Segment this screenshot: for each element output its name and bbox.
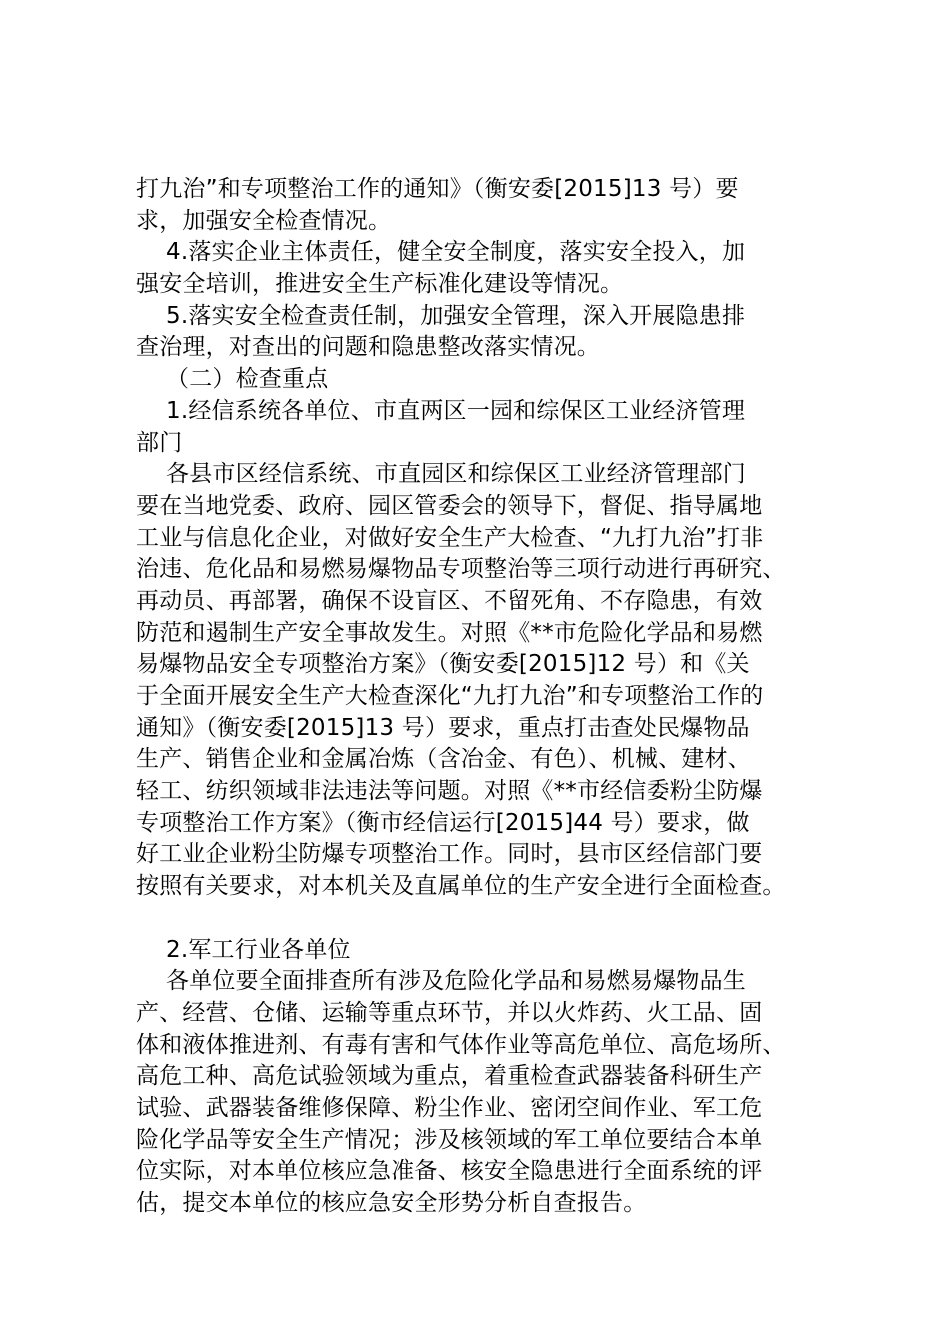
- text-line: 工业与信息化企业，对做好安全生产大检查、“九打九治”打非: [136, 524, 764, 551]
- text-line: 估，提交本单位的核应急安全形势分析自查报告。: [136, 1190, 647, 1216]
- text-line: 通知》（衡安委[2015]13 号）要求，重点打击查处民爆物品: [136, 714, 750, 741]
- text-line: 部门: [136, 429, 183, 456]
- document-body: [136, 174, 836, 1220]
- text-line: 试验、武器装备维修保障、粉尘作业、密闭空间作业、军工危: [136, 1094, 763, 1121]
- sub-1-body-paragraph: [136, 459, 836, 903]
- text-line: 高危工种、高危试验领域为重点，着重检查武器装备科研生产: [136, 1063, 763, 1090]
- text-line: 体和液体推进剂、有毒有害和气体作业等高危单位、高危场所、: [136, 1031, 786, 1058]
- text-line: 1.经信系统各单位、市直两区一园和综保区工业经济管理: [166, 397, 746, 424]
- text-line: 按照有关要求，对本机关及直属单位的生产安全进行全面检查。: [136, 873, 786, 900]
- sub-2-body-paragraph: [136, 966, 836, 1220]
- text-line: 专项整治工作方案》（衡市经信运行[2015]44 号）要求，做: [136, 809, 750, 836]
- text-line: 求，加强安全检查情况。: [136, 207, 392, 234]
- text-line: 好工业企业粉尘防爆专项整治工作。同时，县市区经信部门要: [136, 841, 763, 868]
- text-line: 于全面开展安全生产大检查深化“九打九治”和专项整治工作的: [136, 683, 764, 709]
- sub-2-heading: 2.军工行业各单位: [166, 936, 351, 963]
- text-line: 5.落实安全检查责任制，加强安全管理，深入开展隐患排: [166, 302, 746, 329]
- intro-paragraph: [136, 174, 836, 237]
- text-line: 查治理，对查出的问题和隐患整改落实情况。: [136, 334, 600, 361]
- text-line: 易爆物品安全专项整治方案》（衡安委[2015]12 号）和《关: [136, 651, 750, 678]
- text-line: 位实际，对本单位核应急准备、核安全隐患进行全面系统的评: [136, 1158, 763, 1185]
- text-line: 各县市区经信系统、市直园区和综保区工业经济管理部门: [166, 461, 746, 488]
- text-line: 治违、危化品和易燃易爆物品专项整治等三项行动进行再研究、: [136, 556, 786, 583]
- item-5-paragraph: [136, 301, 836, 364]
- section-heading: （二）检查重点: [166, 366, 329, 393]
- text-line: 打九治”和专项整治工作的通知》（衡安委[2015]13 号）要: [136, 176, 739, 202]
- text-line: 再动员、再部署，确保不设盲区、不留死角、不存隐患，有效: [136, 587, 763, 614]
- text-line: 强安全培训，推进安全生产标准化建设等情况。: [136, 271, 624, 298]
- text-line: 4.落实企业主体责任，健全安全制度，落实安全投入，加: [166, 239, 746, 266]
- text-line: 防范和遏制生产安全事故发生。对照《**市危险化学品和易燃: [136, 619, 763, 646]
- text-line: 轻工、纺织领域非法违法等问题。对照《**市经信委粉尘防爆: [136, 778, 763, 805]
- text-line: 险化学品等安全生产情况；涉及核领域的军工单位要结合本单: [136, 1126, 763, 1153]
- text-line: 要在当地党委、政府、园区管委会的领导下，督促、指导属地: [136, 492, 763, 519]
- item-4-paragraph: [136, 237, 836, 300]
- sub-1-heading: [136, 396, 836, 459]
- text-line: 产、经营、仓储、运输等重点环节，并以火炸药、火工品、固: [136, 999, 763, 1026]
- text-line: 各单位要全面排查所有涉及危险化学品和易燃易爆物品生: [166, 968, 746, 995]
- text-line: 生产、销售企业和金属冶炼（含冶金、有色）、机械、建材、: [136, 746, 751, 773]
- paragraph-spacer: [136, 903, 836, 935]
